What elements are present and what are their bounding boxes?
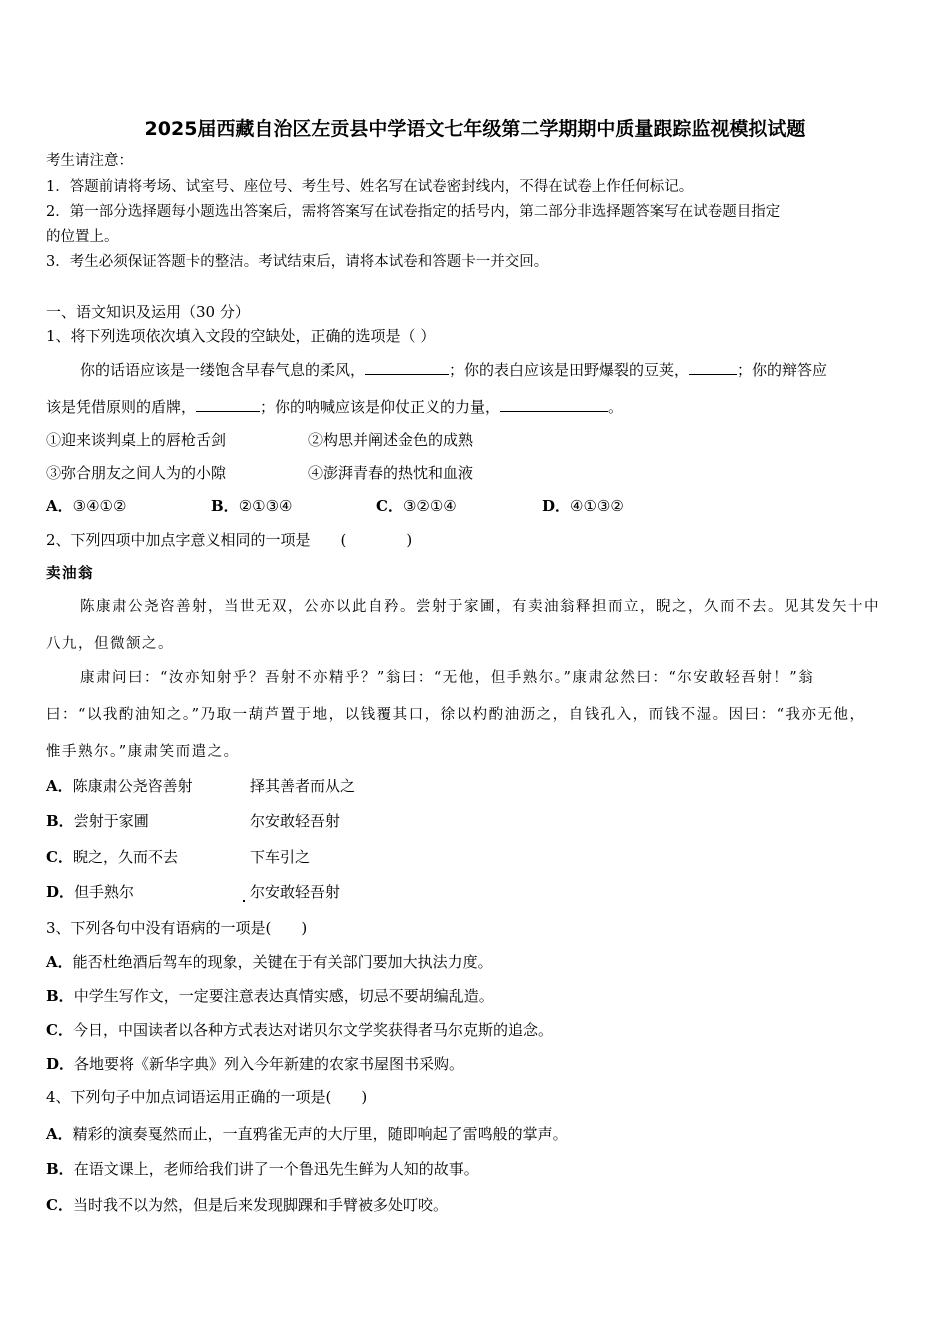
q2-choice-c-right: 下车引之 <box>250 848 311 866</box>
q3-choice-a[interactable] <box>46 952 493 972</box>
choice-letter: A． <box>46 1125 73 1143</box>
q2-choice-d-right: 尔安敢轻吾射 <box>250 883 341 901</box>
q1-choice-a[interactable] <box>46 496 126 516</box>
q1-option-2: ②构思并阐述金色的成熟 <box>308 431 474 449</box>
page-title: 2025届西藏自治区左贡县中学语文七年级第二学期期中质量跟踪监视模拟试题 <box>144 118 806 140</box>
choice-text: ④①③② <box>570 497 624 515</box>
q2-choice-b-right: 尔安敢轻吾射 <box>250 812 341 830</box>
q2-choice-c[interactable] <box>46 847 178 867</box>
notice-item-2-cont: 的位置上。 <box>46 229 119 245</box>
choice-letter: C． <box>376 497 403 515</box>
choice-left: 陈康肃公尧咨善射 <box>72 777 193 795</box>
q1-option-4: ④澎湃青春的热忱和血液 <box>308 464 474 482</box>
q3-stem: 3、下列各句中没有语病的一项是( ) <box>46 919 308 937</box>
q3-choice-d[interactable] <box>46 1054 464 1074</box>
passage-p2-line1: 康肃问曰：“汝亦知射乎？吾射不亦精乎？”翁曰：“无他，但手熟尔。”康肃忿然曰：“尔安敢轻吾射！”翁 <box>80 670 815 686</box>
choice-left: 尝射于家圃 <box>73 812 149 830</box>
q1-text-b3: 。 <box>608 398 624 416</box>
q1-stem: 1、将下列选项依次填入文段的空缺处，正确的选项是（ ） <box>46 327 436 345</box>
choice-letter: D． <box>46 883 75 901</box>
choice-letter: B． <box>46 812 74 830</box>
choice-text: ②①③④ <box>238 497 293 515</box>
q1-text-b1: 该是凭借原则的盾牌， <box>46 398 197 416</box>
q1-blank-3 <box>196 397 260 412</box>
choice-letter: B． <box>211 497 239 515</box>
q2-stem: 2、下列四项中加点字意义相同的一项是 ( ) <box>46 531 413 549</box>
choice-text: 能否杜绝酒后驾车的现象，关键在于有关部门要加大执法力度。 <box>72 953 493 971</box>
choice-letter: D． <box>46 1055 75 1073</box>
choice-left: 但手熟尔 <box>74 883 135 901</box>
choice-left: 睨之，久而不去 <box>72 848 178 866</box>
q1-choice-b[interactable] <box>211 496 292 516</box>
choice-letter: C． <box>46 1196 73 1214</box>
q4-choice-b[interactable] <box>46 1159 479 1179</box>
choice-text: 今日，中国读者以各种方式表达对诺贝尔文学奖获得者马尔克斯的追念。 <box>72 1021 553 1039</box>
choice-text: ③②①④ <box>402 497 457 515</box>
q3-choice-c[interactable] <box>46 1020 553 1040</box>
q4-stem: 4、下列句子中加点词语运用正确的一项是( ) <box>46 1088 368 1106</box>
q3-choice-b[interactable] <box>46 986 494 1006</box>
choice-text: ③④①② <box>72 497 127 515</box>
notice-item-3: 3．考生必须保证答题卡的整洁。考试结束后，请将本试卷和答题卡一并交回。 <box>46 254 549 270</box>
q1-paragraph-line1 <box>80 360 827 380</box>
choice-letter: C． <box>46 1021 73 1039</box>
q4-choice-c[interactable] <box>46 1195 448 1215</box>
q1-text-a2: ；你的表白应该是田野爆裂的豆荚， <box>449 361 690 379</box>
choice-letter: B． <box>46 987 74 1005</box>
choice-letter: A． <box>46 953 73 971</box>
choice-text: 在语文课上，老师给我们讲了一个鲁迅先生鲜为人知的故事。 <box>73 1160 479 1178</box>
choice-text: 各地要将《新华字典》列入今年新建的农家书屋图书采购。 <box>74 1055 465 1073</box>
q2-choice-a-right: 择其善者而从之 <box>250 777 356 795</box>
q1-choice-c[interactable] <box>376 496 457 516</box>
choice-letter: B． <box>46 1160 74 1178</box>
choice-text: 精彩的演奏戛然而止，一直鸦雀无声的大厅里，随即响起了雷鸣般的掌声。 <box>72 1125 568 1143</box>
choice-text: 中学生写作文，一定要注意表达真情实感，切忌不要胡编乱造。 <box>73 987 494 1005</box>
q1-text-b2: ；你的呐喊应该是仰仗正义的力量， <box>260 398 501 416</box>
q1-option-3: ③弥合朋友之间人为的小隙 <box>46 464 227 482</box>
passage-p1-line2: 八九，但微颔之。 <box>46 636 174 652</box>
choice-letter: A． <box>46 497 73 515</box>
q1-blank-1 <box>365 360 449 375</box>
choice-letter: A． <box>46 777 73 795</box>
q1-blank-2 <box>689 360 737 375</box>
q1-paragraph-line2 <box>46 397 623 417</box>
passage-p2-line2: 曰：“以我酌油知之。”乃取一葫芦置于地，以钱覆其口，徐以杓酌油沥之，自钱孔入，而钱不湿。因曰：“我亦无他， <box>46 707 866 723</box>
emphasis-dot <box>243 900 245 902</box>
notice-heading: 考生请注意： <box>46 153 133 169</box>
q1-choice-d[interactable] <box>542 496 624 516</box>
choice-text: 当时我不以为然，但是后来发现脚踝和手臂被多处叮咬。 <box>72 1196 448 1214</box>
q2-choice-a[interactable] <box>46 776 193 796</box>
passage-title: 卖油翁 <box>46 565 94 582</box>
q1-blank-4 <box>500 397 608 412</box>
q1-option-1: ①迎来谈判桌上的唇枪舌剑 <box>46 431 227 449</box>
q4-choice-a[interactable] <box>46 1124 568 1144</box>
q1-text-a1: 你的话语应该是一缕饱含早春气息的柔风， <box>80 361 366 379</box>
passage-p2-line3: 惟手熟尔。”康肃笑而遣之。 <box>46 744 240 760</box>
q1-text-a3: ；你的辩答应 <box>737 361 828 379</box>
choice-letter: C． <box>46 848 73 866</box>
notice-item-1: 1．答题前请将考场、试室号、座位号、考生号、姓名写在试卷密封线内，不得在试卷上作任何标记。 <box>46 179 694 195</box>
choice-letter: D． <box>542 497 571 515</box>
notice-item-2: 2．第一部分选择题每小题选出答案后，需将答案写在试卷指定的括号内，第二部分非选择题答案写在试卷题目指定 <box>46 204 781 220</box>
q2-choice-b[interactable] <box>46 811 149 831</box>
q2-choice-d[interactable] <box>46 882 134 902</box>
passage-p1-line1: 陈康肃公尧咨善射，当世无双，公亦以此自矜。尝射于家圃，有卖油翁释担而立，睨之，久而不去。见其发矢十中 <box>80 599 880 615</box>
section-heading: 一、语文知识及运用（30 分） <box>46 303 250 321</box>
